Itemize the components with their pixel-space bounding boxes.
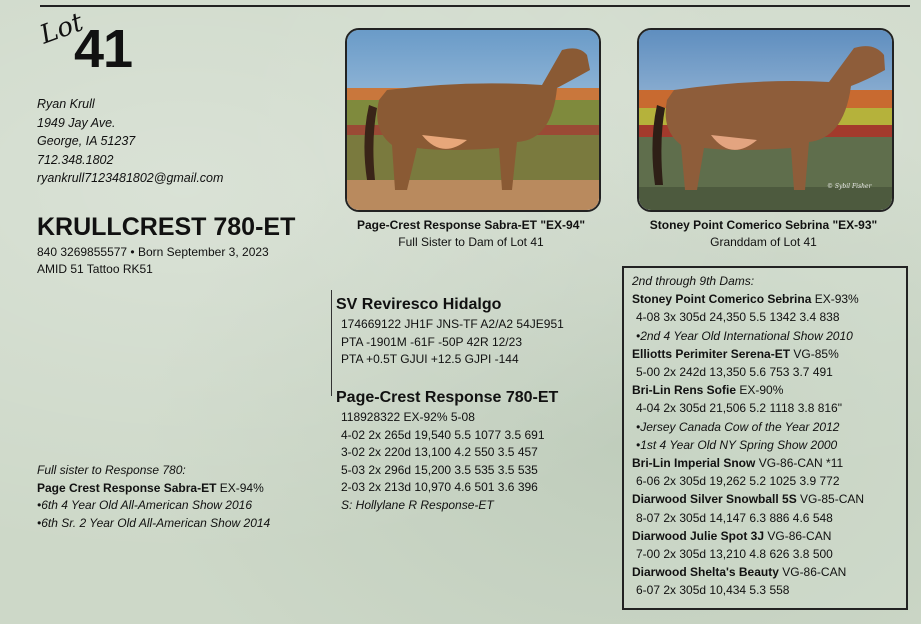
full-sister-name: Page Crest Response Sabra-ET — [37, 480, 217, 495]
photo-caption-sebrina — [622, 217, 905, 251]
dam-entry-record: 4-08 3x 305d 24,350 5.5 1342 3.4 838 — [636, 310, 840, 325]
full-sister-note: •6th 4 Year Old All-American Show 2016 — [37, 498, 252, 512]
animal-id-line: 840 3269855577 • Born September 3, 2023 — [37, 245, 269, 259]
photo-watermark: © Sybil Fisher — [827, 183, 872, 190]
full-sister-title — [37, 480, 270, 498]
dam-entry-note: •2nd 4 Year Old International Show 2010 — [636, 328, 853, 343]
top-rule — [40, 5, 910, 7]
pedigree-bracket — [331, 290, 332, 396]
dam-entry-record: 5-00 2x 242d 13,350 5.6 753 3.7 491 — [636, 365, 833, 380]
dam-entry-record: 6-07 2x 305d 10,434 5.3 558 — [636, 583, 790, 598]
caption-title: Page-Crest Response Sabra-ET "EX-94" — [356, 218, 586, 232]
dams-box — [622, 266, 908, 610]
animal-name: KRULLCREST 780-ET — [37, 213, 296, 241]
dam-record: 2-03 2x 213d 10,970 4.6 501 3.6 396 — [341, 480, 538, 495]
caption-subtitle: Full Sister to Dam of Lot 41 — [398, 235, 544, 249]
dam-entry-record: 6-06 2x 305d 19,262 5.2 1025 3.9 772 — [636, 474, 840, 489]
dam-entry-score: VG-86-CAN *11 — [755, 456, 844, 471]
dam-details — [341, 409, 545, 515]
sire-name: SV Reviresco Hidalgo — [336, 296, 502, 313]
dam-record: 4-02 2x 265d 19,540 5.5 1077 3.5 691 — [341, 427, 545, 442]
full-sister-note: •6th Sr. 2 Year Old All-American Show 2014 — [37, 515, 271, 530]
dam-entry-score: VG-85-CAN — [796, 492, 865, 507]
dam-sire-ref: S: Hollylane R Response-ET — [341, 497, 494, 512]
dam-entry-note: •1st 4 Year Old NY Spring Show 2000 — [636, 437, 838, 452]
consignor-city: George, IA 51237 — [37, 134, 136, 148]
dam-entry-title — [632, 290, 864, 308]
sire-details — [341, 316, 564, 369]
dams-header: 2nd through 9th Dams: — [632, 274, 755, 288]
lot-number: 41 — [74, 19, 133, 79]
caption-subtitle: Granddam of Lot 41 — [710, 235, 817, 249]
sire-line: 174669122 JH1F JNS-TF A2/A2 54JE951 — [341, 317, 564, 331]
dam-entry-title — [632, 381, 864, 399]
dam-entry-record: 7-00 2x 305d 13,210 4.8 626 3.8 500 — [636, 547, 833, 562]
dam-name: Page-Crest Response 780-ET — [336, 389, 559, 406]
lot-label: Lot — [36, 7, 88, 51]
dam-entry-score: EX-93% — [811, 292, 859, 307]
dam-entry-name: Stoney Point Comerico Sebrina — [632, 292, 812, 307]
dam-entry-title — [632, 563, 864, 581]
dam-entry-record: 4-04 2x 305d 21,506 5.2 1118 3.8 816" — [636, 401, 842, 416]
dam-entry-name: Diarwood Silver Snowball 5S — [632, 492, 797, 507]
consignor-name: Ryan Krull — [37, 97, 95, 111]
dam-entry-name: Diarwood Shelta's Beauty — [632, 565, 779, 580]
animal-info — [37, 244, 269, 277]
consignor-phone: 712.348.1802 — [37, 152, 114, 167]
consignor-block — [37, 95, 223, 188]
dam-entry-score: EX-90% — [736, 383, 784, 398]
dam-entry-title — [632, 345, 864, 363]
dam-entry-record: 8-07 2x 305d 14,147 6.3 886 4.6 548 — [636, 510, 833, 525]
dam-entry-note: •Jersey Canada Cow of the Year 2012 — [636, 419, 840, 434]
consignor-email: ryankrull7123481802@gmail.com — [37, 171, 224, 185]
consignor-street: 1949 Jay Ave. — [37, 115, 116, 130]
sire-line: PTA +0.5T GJUI +12.5 GJPI -144 — [341, 352, 519, 366]
dam-entry-name: Elliotts Perimiter Serena-ET — [632, 346, 791, 361]
dam-entry-score: VG-86-CAN — [778, 565, 847, 580]
dam-entry-title — [632, 490, 864, 508]
animal-tattoo-line: AMID 51 Tattoo RK51 — [37, 261, 153, 276]
dam-record: 5-03 2x 296d 15,200 3.5 535 3.5 535 — [341, 462, 538, 477]
dam-entry-name: Diarwood Julie Spot 3J — [632, 528, 765, 543]
cow-photo-sebrina — [637, 28, 894, 212]
full-sister-block — [37, 462, 270, 532]
sire-line: PTA -1901M -61F -50P 42R 12/23 — [341, 334, 522, 349]
dam-entry-title — [632, 454, 864, 472]
caption-title: Stoney Point Comerico Sebrina "EX-93" — [649, 218, 878, 232]
full-sister-intro: Full sister to Response 780: — [37, 463, 186, 477]
dam-entry-score: VG-86-CAN — [764, 528, 832, 543]
photo-caption-sabra — [330, 217, 612, 251]
full-sister-score: EX-94% — [216, 480, 264, 495]
dam-entry-score: VG-85% — [790, 346, 839, 361]
dam-record: 3-02 2x 220d 13,100 4.2 550 3.5 457 — [341, 445, 538, 460]
dam-entry-name: Bri-Lin Rens Sofie — [632, 383, 737, 398]
cow-photo-sabra — [345, 28, 601, 212]
dam-entry-title — [632, 527, 864, 545]
dam-line: 118928322 EX-92% 5-08 — [341, 410, 475, 424]
dams-list — [632, 272, 864, 600]
dam-entry-name: Bri-Lin Imperial Snow — [632, 456, 756, 471]
